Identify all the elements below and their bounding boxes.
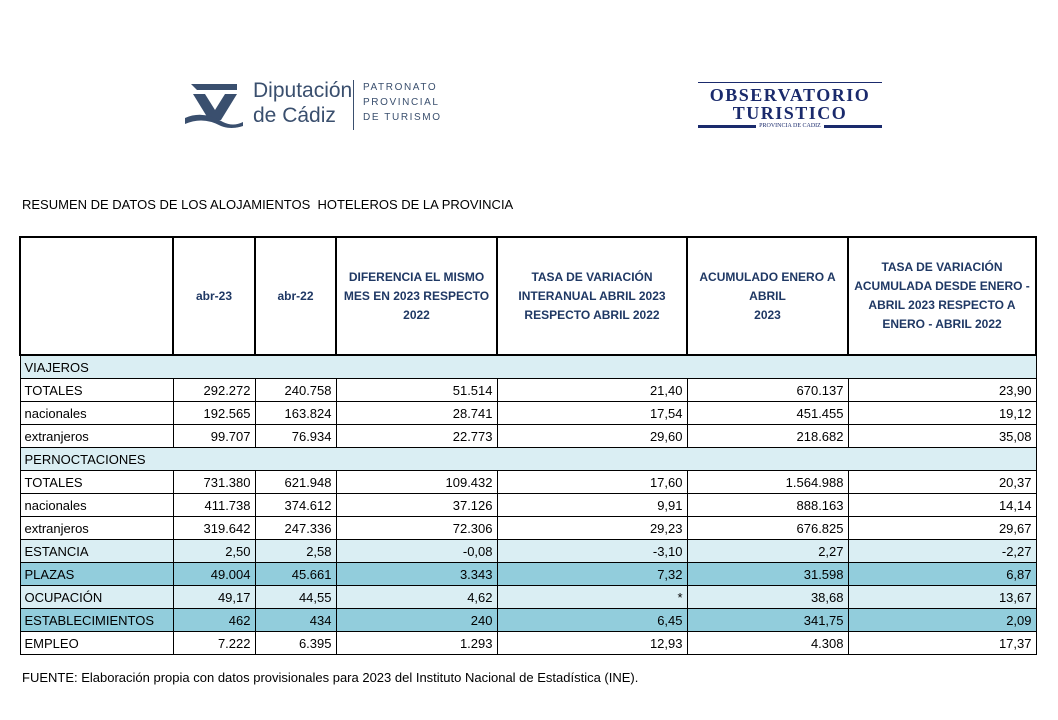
source-note: FUENTE: Elaboración propia con datos provisionales para 2023 del Instituto Nacional de Estadística (INE). [22,670,639,685]
table-cell: 6.395 [255,632,336,655]
table-cell: 374.612 [255,494,336,517]
table-cell: 292.272 [173,379,255,402]
table-cell: 6,87 [848,563,1036,586]
table-cell: 2,27 [687,540,848,563]
table-cell: 4,62 [336,586,497,609]
table-cell: 22.773 [336,425,497,448]
table-cell: -2,27 [848,540,1036,563]
table-row [20,632,1036,655]
table-cell: 2,58 [255,540,336,563]
table-cell: -0,08 [336,540,497,563]
column-header: abr-23 [173,237,255,355]
column-header [20,237,173,355]
row-label: OCUPACIÓN [20,586,173,609]
table-cell: 1.564.988 [687,471,848,494]
section-row [20,355,1036,379]
table-cell: 2,50 [173,540,255,563]
table-cell: 3.343 [336,563,497,586]
table-row [20,517,1036,540]
patronato-line3: DE TURISMO [363,112,442,123]
observatorio-line2: TURISTICO [732,103,848,123]
table-row [20,471,1036,494]
section-row [20,448,1036,471]
table-header-row [20,237,1036,355]
table-cell: 2,09 [848,609,1036,632]
table-cell: 28.741 [336,402,497,425]
summary-table [19,236,1037,655]
row-label: TOTALES [20,471,173,494]
patronato-text [363,80,442,125]
table-cell: 621.948 [255,471,336,494]
table-cell: 51.514 [336,379,497,402]
logo-divider [353,80,354,130]
table-cell: 29,60 [497,425,687,448]
table-row [20,586,1036,609]
table-cell: -3,10 [497,540,687,563]
table-cell: 49,17 [173,586,255,609]
table-cell: 247.336 [255,517,336,540]
table-cell: 7.222 [173,632,255,655]
diputacion-name-line2: de Cádiz [253,104,336,127]
observatorio-logo [698,82,882,132]
table-cell: 49.004 [173,563,255,586]
table-cell: 192.565 [173,402,255,425]
row-label: TOTALES [20,379,173,402]
table-cell: 462 [173,609,255,632]
diputacion-emblem-icon [183,80,245,128]
table-cell: 29,67 [848,517,1036,540]
column-header: abr-22 [255,237,336,355]
table-cell: 45.661 [255,563,336,586]
table-cell: 319.642 [173,517,255,540]
table-cell: 20,37 [848,471,1036,494]
observatorio-line3: PROVINCIA DE CADIZ [756,123,824,129]
table-cell: 411.738 [173,494,255,517]
observatorio-line1: OBSERVATORIO [709,85,871,105]
table-cell: 17,37 [848,632,1036,655]
table-cell: 38,68 [687,586,848,609]
section-label: VIAJEROS [20,355,1036,379]
column-header: TASA DE VARIACIÓN INTERANUAL ABRIL 2023 RESPECTO ABRIL 2022 [497,237,687,355]
table-cell: 44,55 [255,586,336,609]
table-cell: 19,12 [848,402,1036,425]
table-cell: 1.293 [336,632,497,655]
diputacion-name [253,78,352,128]
observatorio-line3-wrap [698,123,882,129]
table-cell: 6,45 [497,609,687,632]
table-cell: 9,91 [497,494,687,517]
table-cell: 31.598 [687,563,848,586]
table-cell: 434 [255,609,336,632]
table-cell: 451.455 [687,402,848,425]
table-cell: 29,23 [497,517,687,540]
table-row [20,563,1036,586]
column-header: ACUMULADO ENERO A ABRIL 2023 [687,237,848,355]
row-label: ESTANCIA [20,540,173,563]
table-cell: 240 [336,609,497,632]
table-cell: 888.163 [687,494,848,517]
table-cell: 109.432 [336,471,497,494]
table-cell: 72.306 [336,517,497,540]
table-row [20,540,1036,563]
table-cell: 12,93 [497,632,687,655]
table-cell: 99.707 [173,425,255,448]
table-row [20,379,1036,402]
section-label: PERNOCTACIONES [20,448,1036,471]
patronato-line1: PATRONATO [363,82,438,93]
table-row [20,402,1036,425]
table-cell: 21,40 [497,379,687,402]
column-header: DIFERENCIA EL MISMO MES EN 2023 RESPECTO 2022 [336,237,497,355]
table-cell: 670.137 [687,379,848,402]
diputacion-logo [183,78,443,134]
table-cell: 76.934 [255,425,336,448]
row-label: extranjeros [20,517,173,540]
observatorio-top-rule [698,82,882,83]
page-title: RESUMEN DE DATOS DE LOS ALOJAMIENTOS HOTELEROS DE LA PROVINCIA [22,197,514,212]
table-cell: 7,32 [497,563,687,586]
table-cell: 17,54 [497,402,687,425]
table-row [20,609,1036,632]
table-cell: 240.758 [255,379,336,402]
table-cell: 23,90 [848,379,1036,402]
column-header: TASA DE VARIACIÓN ACUMULADA DESDE ENERO - ABRIL 2023 RESPECTO A ENERO - ABRIL 2022 [848,237,1036,355]
table-body [20,355,1036,655]
table-row [20,494,1036,517]
table-cell: 4.308 [687,632,848,655]
table-cell: 341,75 [687,609,848,632]
diputacion-name-line1: Diputación [253,79,353,102]
row-label: EMPLEO [20,632,173,655]
table-cell: 731.380 [173,471,255,494]
table-cell: 218.682 [687,425,848,448]
patronato-line2: PROVINCIAL [363,97,440,108]
table-cell: 17,60 [497,471,687,494]
table-cell: * [497,586,687,609]
row-label: ESTABLECIMIENTOS [20,609,173,632]
row-label: PLAZAS [20,563,173,586]
table-cell: 35,08 [848,425,1036,448]
row-label: extranjeros [20,425,173,448]
table-cell: 13,67 [848,586,1036,609]
row-label: nacionales [20,494,173,517]
table-cell: 14,14 [848,494,1036,517]
table-cell: 163.824 [255,402,336,425]
table-row [20,425,1036,448]
table-cell: 37.126 [336,494,497,517]
table-cell: 676.825 [687,517,848,540]
row-label: nacionales [20,402,173,425]
